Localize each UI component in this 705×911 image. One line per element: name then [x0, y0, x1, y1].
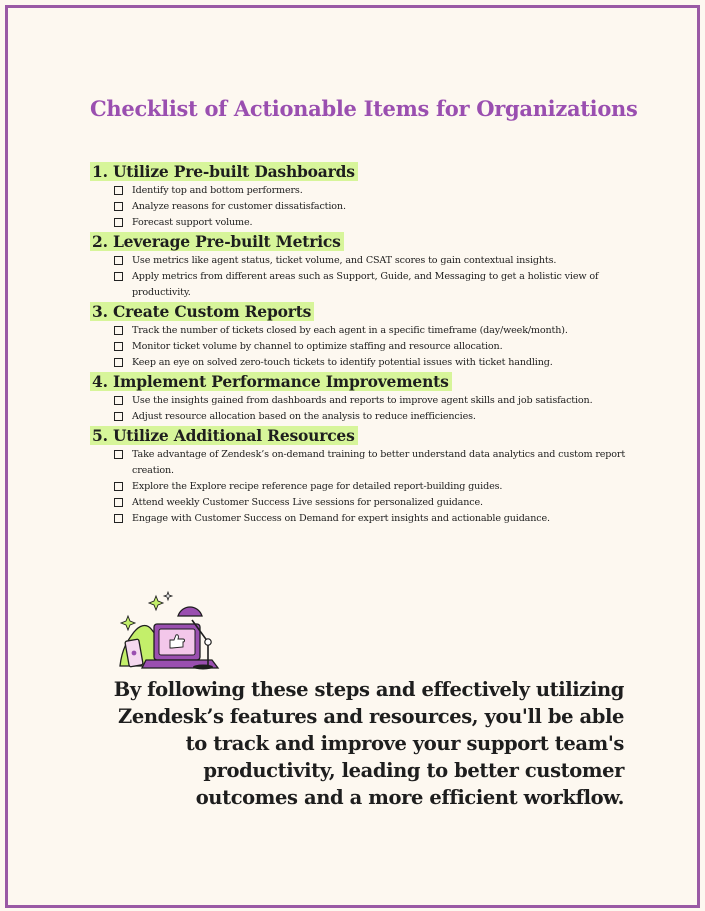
checklist-item-text: Explore the Explore recipe reference page for detailed report-building guides.	[132, 481, 503, 492]
checkbox[interactable]	[114, 256, 123, 265]
checklist-item	[114, 393, 630, 409]
checklist-item-text: Track the number of tickets closed by each agent in a specific timeframe (day/week/month).	[132, 325, 568, 336]
checkbox[interactable]	[114, 514, 123, 523]
checklist-items	[90, 253, 630, 301]
laptop-desk-lamp-illustration-icon	[108, 590, 233, 684]
checklist-item-text: Take advantage of Zendesk’s on-demand training to better understand data analytics and custom report creation.	[132, 449, 626, 476]
section-heading: 2. Leverage Pre-built Metrics	[90, 232, 344, 251]
checklist-item-text: Identify top and bottom performers.	[132, 185, 303, 196]
checklist-section	[90, 302, 630, 371]
checklist-item	[114, 355, 630, 371]
checkbox[interactable]	[114, 412, 123, 421]
checklist-item-text: Use the insights gained from dashboards and reports to improve agent skills and job satisfaction.	[132, 395, 593, 406]
checklist-item	[114, 183, 630, 199]
checkbox[interactable]	[114, 342, 123, 351]
checklist-item	[114, 269, 630, 301]
checkbox[interactable]	[114, 272, 123, 281]
section-heading: 3. Create Custom Reports	[90, 302, 314, 321]
checkbox[interactable]	[114, 396, 123, 405]
checklist-item-text: Adjust resource allocation based on the analysis to reduce inefficiencies.	[132, 411, 476, 422]
checklist-item-text: Attend weekly Customer Success Live sessions for personalized guidance.	[132, 497, 483, 508]
checklist-item	[114, 447, 630, 479]
checklist-item	[114, 323, 630, 339]
checklist-items	[90, 183, 630, 231]
checklist-item	[114, 215, 630, 231]
checkbox[interactable]	[114, 498, 123, 507]
checklist-items	[90, 323, 630, 371]
document-page	[5, 5, 700, 908]
checkbox[interactable]	[114, 450, 123, 459]
checklist-section	[90, 426, 630, 527]
closing-paragraph: By following these steps and effectively utilizing Zendesk’s features and resources, you'll be able to track and improve your support team's productivity, leading to better customer outcomes and a more efficient workflow.	[113, 678, 624, 809]
section-heading: 4. Implement Performance Improvements	[90, 372, 452, 391]
checklist-item-text: Analyze reasons for customer dissatisfaction.	[132, 201, 346, 212]
section-heading: 1. Utilize Pre-built Dashboards	[90, 162, 358, 181]
checklist-item	[114, 199, 630, 215]
checkbox[interactable]	[114, 202, 123, 211]
checklist-item-text: Engage with Customer Success on Demand for expert insights and actionable guidance.	[132, 513, 550, 524]
checklist-item-text: Forecast support volume.	[132, 217, 253, 228]
checklist-item	[114, 511, 630, 527]
checklist-items	[90, 447, 630, 527]
checklist-item	[114, 409, 630, 425]
checklist-item-text: Apply metrics from different areas such as Support, Guide, and Messaging to get a holistic view of productivity.	[132, 271, 599, 298]
checkbox[interactable]	[114, 358, 123, 367]
checklist-item-text: Use metrics like agent status, ticket volume, and CSAT scores to gain contextual insights.	[132, 255, 557, 266]
section-heading: 5. Utilize Additional Resources	[90, 426, 358, 445]
checklist-item	[114, 339, 630, 355]
checklist-item-text: Keep an eye on solved zero-touch tickets to identify potential issues with ticket handling.	[132, 357, 553, 368]
checklist-item	[114, 253, 630, 269]
checklist-section	[90, 162, 630, 231]
checklist-item	[114, 495, 630, 511]
page-title: Checklist of Actionable Items for Organizations	[90, 96, 638, 121]
checklist-item	[114, 479, 630, 495]
checklist-section	[90, 232, 630, 301]
checkbox[interactable]	[114, 186, 123, 195]
checklist-section	[90, 372, 630, 425]
checklist-sections	[90, 162, 630, 528]
checklist-items	[90, 393, 630, 425]
checkbox[interactable]	[114, 482, 123, 491]
checkbox[interactable]	[114, 218, 123, 227]
checklist-item-text: Monitor ticket volume by channel to optimize staffing and resource allocation.	[132, 341, 503, 352]
checkbox[interactable]	[114, 326, 123, 335]
